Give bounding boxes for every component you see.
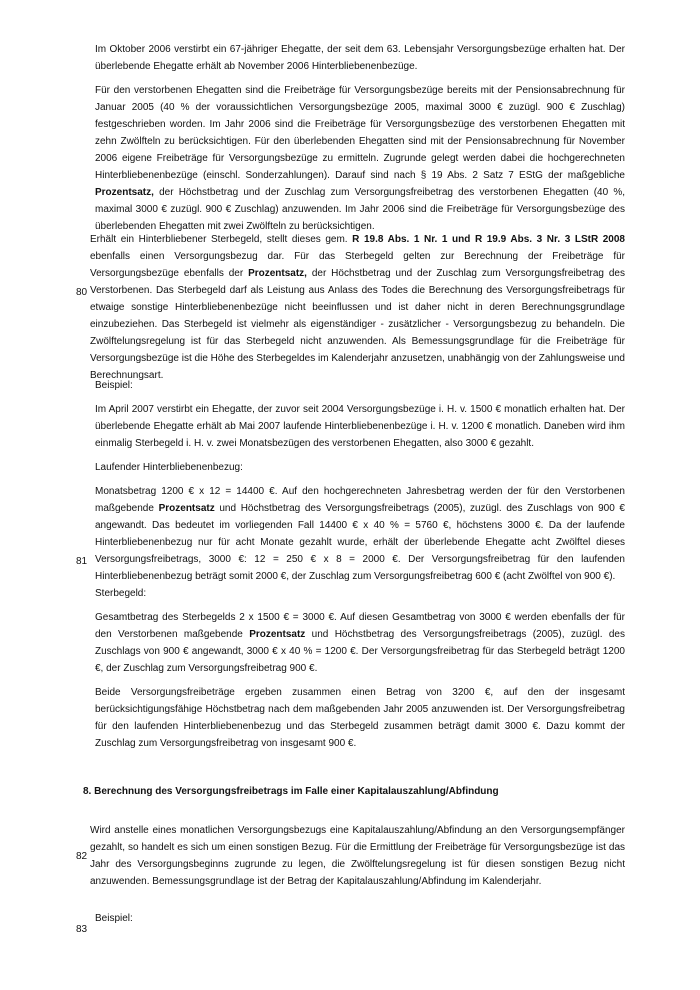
- margin-number-82: 82: [76, 851, 88, 862]
- bold-term: Prozentsatz,: [95, 187, 154, 198]
- bold-term: Prozentsatz: [249, 629, 306, 640]
- summary-paragraph-81: Beide Versorgungsfreibeträge ergeben zusammen einen Betrag von 3200 €, auf den der insgesamt berücksichtigungsfähige Höchstbetrag nach dem maßgebenden Jahr 2005 anzuwenden ist. Der Versorgungsfreibetrag für den laufenden Hinterbliebenenbezug und das Sterbegeld zusammen beträgt damit 3000 €. Dazu kommt der Zuschlag zum Versorgungsfreibetrag von insgesamt 900 €.: [95, 687, 625, 749]
- example-explanation-paragraph: Für den verstorbenen Ehegatten sind die Freibeträge für Versorgungsbezüge bereits mit der Pensionsabrechnung für Januar 2005 (40 % der voraussichtlichen Versorgungsbezüge 2005, maximal 3000 € zuzügl. 900 € Zuschlag) festgeschrieben worden. Im Jahr 2006 sind die Freibeträge für Versorgungsbezüge des verstorbenen Ehegatten mit zehn Zwölfteln zu berücksichtigen. Für den überlebenden Ehegatten sind mit der Pensionsabrechnung für November 2006 eigene Freibeträge für Versorgungsbezüge zu ermitteln. Zugrunde gelegt werden dabei die hochgerechneten Hinterbliebenenbezüge (einschl. Sonderzahlungen). Darauf sind nach § 19 Abs. 2 Satz 7 EStG der maßgebliche Prozentsatz, der Höchstbetrag und der Zuschlag zum Versorgungsfreibetrag des verstorbenen Ehegatten (40 %, maximal 3000 € zuzügl. 900 € Zuschlag) anzuwenden. Im Jahr 2006 sind die Freibeträge für Versorgungsbezüge des überlebenden Ehegatten mit zwei Zwölfteln zu berücksichtigen.: [95, 85, 626, 232]
- bold-term: Prozentsatz,: [248, 268, 307, 279]
- example-intro-paragraph: Im Oktober 2006 verstirbt ein 67-jähriger Ehegatte, der seit dem 63. Lebensjahr Versorgungsbezüge erhalten hat. Der überlebende Ehegatte erhält ab November 2006 Hinterbliebenenbezüge.: [95, 44, 625, 72]
- example-label-83: Beispiel:: [95, 913, 133, 924]
- margin-number-80: 80: [76, 287, 88, 298]
- section-heading-8: 8. Berechnung des Versorgungsfreibetrags im Falle einer Kapitalauszahlung/Abfindung: [83, 786, 499, 797]
- margin-number-83: 83: [76, 924, 88, 935]
- subheading-sterbegeld: Sterbegeld:: [95, 588, 147, 599]
- paragraph-80: Erhält ein Hinterbliebener Sterbegeld, stellt dieses gem. R 19.8 Abs. 1 Nr. 1 und R 19.9 Abs. 3 Nr. 3 LStR 2008 ebenfalls einen Versorgungsbezug dar. Für das Sterbegeld gelten zur Berechnung der Freibeträge für Versorgungsbezüge ebenfalls der Prozentsatz, der Höchstbetrag und der Zuschlag zum Versorgungsfreibetrag des Verstorbenen. Das Sterbegeld darf als Leistung aus Anlass des Todes die Berechnung des Versorgungsfreibetrags für etwaige sonstige Hinterbliebenenbezüge nicht beeinflussen und ist daher nicht in deren Berechnungsgrundlage einzubeziehen. Das Sterbegeld ist vielmehr als eigenständiger - zusätzlicher - Versorgungsbezug zu behandeln. Die Zwölftelungsregelung ist für das Sterbegeld nicht anzuwenden. Als Bemessungsgrundlage für die Freibeträge für Versorgungsbezüge ist die Höhe des Sterbegeldes im Kalenderjahr anzusetzen, unabhängig von der Zahlungsweise und Berechnungsart.: [90, 234, 625, 381]
- calculation-sterbegeld-paragraph: Gesamtbetrag des Sterbegelds 2 x 1500 € = 3000 €. Auf diesen Gesamtbetrag von 3000 € werden ebenfalls der für den Verstorbenen maßgebende Prozentsatz und Höchstbetrag des Versorgungsfreibetrags (2005), zuzügl. des Zuschlags von 900 € angewandt, 3000 € x 40 % = 1200 €. Der Versorgungsfreibetrag für das Sterbegeld beträgt 1200 €, der Zuschlag zum Versorgungsfreibetrag 900 €.: [95, 612, 625, 674]
- calculation-laufender-paragraph: Monatsbetrag 1200 € x 12 = 14400 €. Auf den hochgerechneten Jahresbetrag werden der für den Verstorbenen maßgebende Prozentsatz und Höchstbetrag des Versorgungsfreibetrags (2005), zuzügl. des Zuschlags von 900 € angewandt. Das bedeutet im vorliegenden Fall 14400 € x 40 % = 5760 €, höchstens 3000 €. Da der laufende Hinterbliebenenbezug nur für acht Monate gezahlt wurde, erhält der überlebende Ehegatte acht Zwölftel dieses Versorgungsfreibetrags, 3000 €: 12 = 250 € x 8 = 2000 €. Der Versorgungsfreibetrag für den laufenden Hinterbliebenenbezug beträgt somit 2000 €, der Zuschlag zum Versorgungsfreibetrag 600 € (acht Zwölftel von 900 €).: [95, 486, 625, 582]
- example-label: Beispiel:: [95, 380, 133, 391]
- paragraph-82: Wird anstelle eines monatlichen Versorgungsbezugs eine Kapitalauszahlung/Abfindung an den Versorgungsempfänger gezahlt, so handelt es sich um einen sonstigen Bezug. Für die Ermittlung der Freibeträge für Versorgungsbezüge ist das Jahr des Versorgungsbeginns zugrunde zu legen, die Zwölftelungsregelung ist für diesen sonstigen Bezug nicht anzuwenden. Bemessungsgrundlage ist der Betrag der Kapitalauszahlung/Abfindung im Kalenderjahr.: [90, 825, 625, 887]
- bold-term: Prozentsatz: [158, 503, 215, 514]
- margin-number-81: 81: [76, 556, 88, 567]
- example-paragraph-81: Im April 2007 verstirbt ein Ehegatte, der zuvor seit 2004 Versorgungsbezüge i. H. v. 1500 € monatlich erhalten hat. Der überlebende Ehegatte erhält ab Mai 2007 laufende Hinterbliebenenbezüge i. H. v. 1200 € monatlich. Daneben wird ihm einmalig Sterbegeld i. H. v. zwei Monatsbezügen des verstorbenen Ehegatten, also 3000 € gezahlt.: [95, 404, 625, 449]
- bold-reference: R 19.8 Abs. 1 Nr. 1 und R 19.9 Abs. 3 Nr. 3 LStR 2008: [352, 234, 625, 245]
- subheading-laufender: Laufender Hinterbliebenenbezug:: [95, 462, 243, 473]
